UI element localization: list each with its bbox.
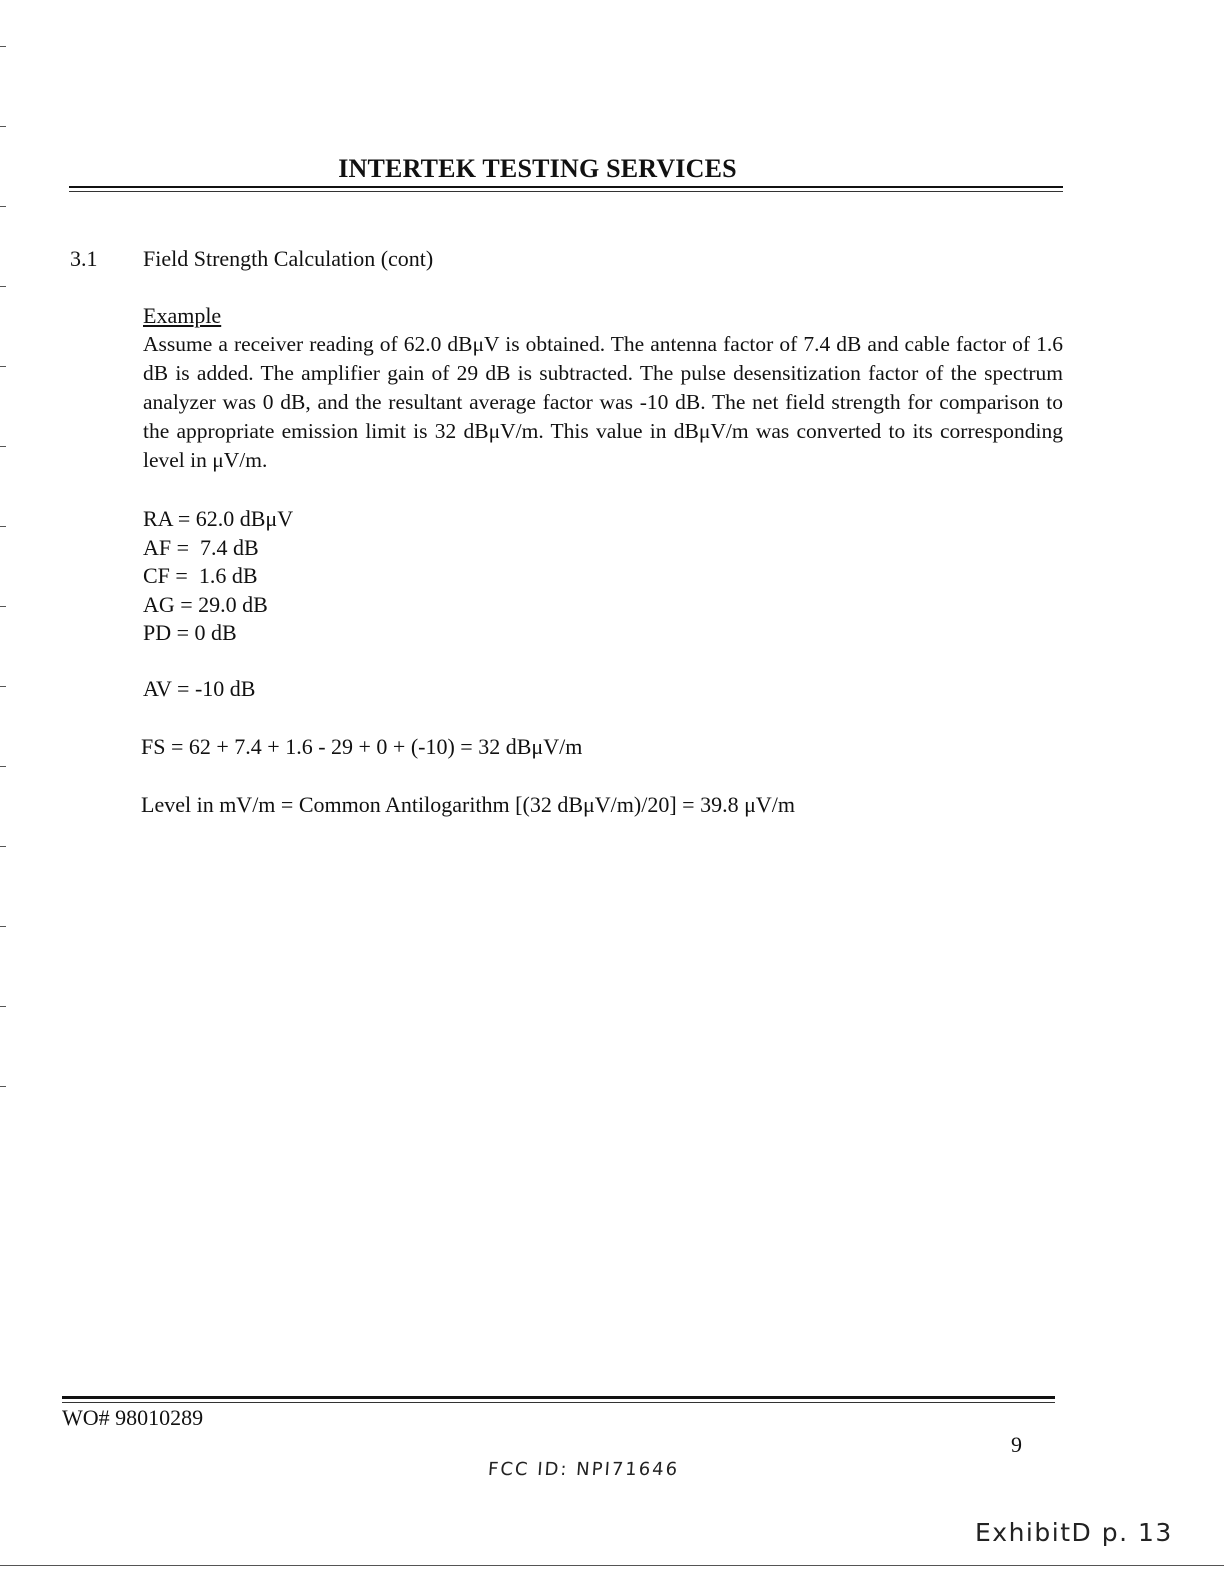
scan-tick (0, 46, 6, 47)
page-number: 9 (1011, 1432, 1022, 1457)
scan-tick (0, 1006, 6, 1007)
field-strength-equation: FS = 62 + 7.4 + 1.6 - 29 + 0 + (-10) = 32 dBμV/m (141, 734, 583, 759)
scan-tick (0, 686, 6, 687)
value-av: AV = -10 dB (143, 676, 256, 701)
scan-tick (0, 526, 6, 527)
scan-tick (0, 846, 6, 847)
page-header-title: INTERTEK TESTING SERVICES (338, 154, 737, 183)
footer-rule (62, 1396, 1055, 1399)
scan-tick (0, 366, 6, 367)
header-rule-secondary (69, 191, 1063, 192)
handwritten-fcc-id: FCC ID: NPI71646 (487, 1459, 680, 1480)
value-ag: AG = 29.0 dB (143, 591, 268, 617)
bottom-edge-rule (0, 1565, 1224, 1566)
work-order-number: WO# 98010289 (62, 1405, 204, 1430)
section-number: 3.1 (70, 246, 98, 271)
scan-tick (0, 446, 6, 447)
scan-tick (0, 606, 6, 607)
level-equation: Level in mV/m = Common Antilogarithm [(32 dBμV/m)/20] = 39.8 μV/m (141, 792, 795, 817)
value-ra: RA = 62.0 dBμV (143, 506, 294, 531)
section-title: Field Strength Calculation (cont) (143, 246, 434, 271)
scan-tick (0, 286, 6, 287)
scan-tick (0, 126, 6, 127)
footer-rule-secondary (62, 1402, 1055, 1403)
scan-tick (0, 1086, 6, 1087)
value-cf: CF = 1.6 dB (143, 563, 258, 589)
scan-tick (0, 206, 6, 207)
header-rule (69, 186, 1063, 188)
example-paragraph: Assume a receiver reading of 62.0 dBμV is obtained. The antenna factor of 7.4 dB and cable factor of 1.6 dB is added. The amplifier gain of 29 dB is subtracted. The pulse desensitization factor of the spectrum analyzer was 0 dB, and the resultant average factor was -10 dB. The net field strength for comparison to the appropriate emission limit is 32 dBμV/m. This value in dBμV/m was converted to its corresponding level in μV/m. (143, 332, 1063, 472)
scan-tick (0, 766, 6, 767)
scan-tick (0, 926, 6, 927)
value-pd: PD = 0 dB (143, 620, 237, 646)
values-list (143, 505, 293, 648)
handwritten-exhibit-note: ExhibitD p. 13 (975, 1518, 1173, 1547)
value-af: AF = 7.4 dB (143, 534, 259, 560)
example-heading: Example (143, 303, 222, 328)
